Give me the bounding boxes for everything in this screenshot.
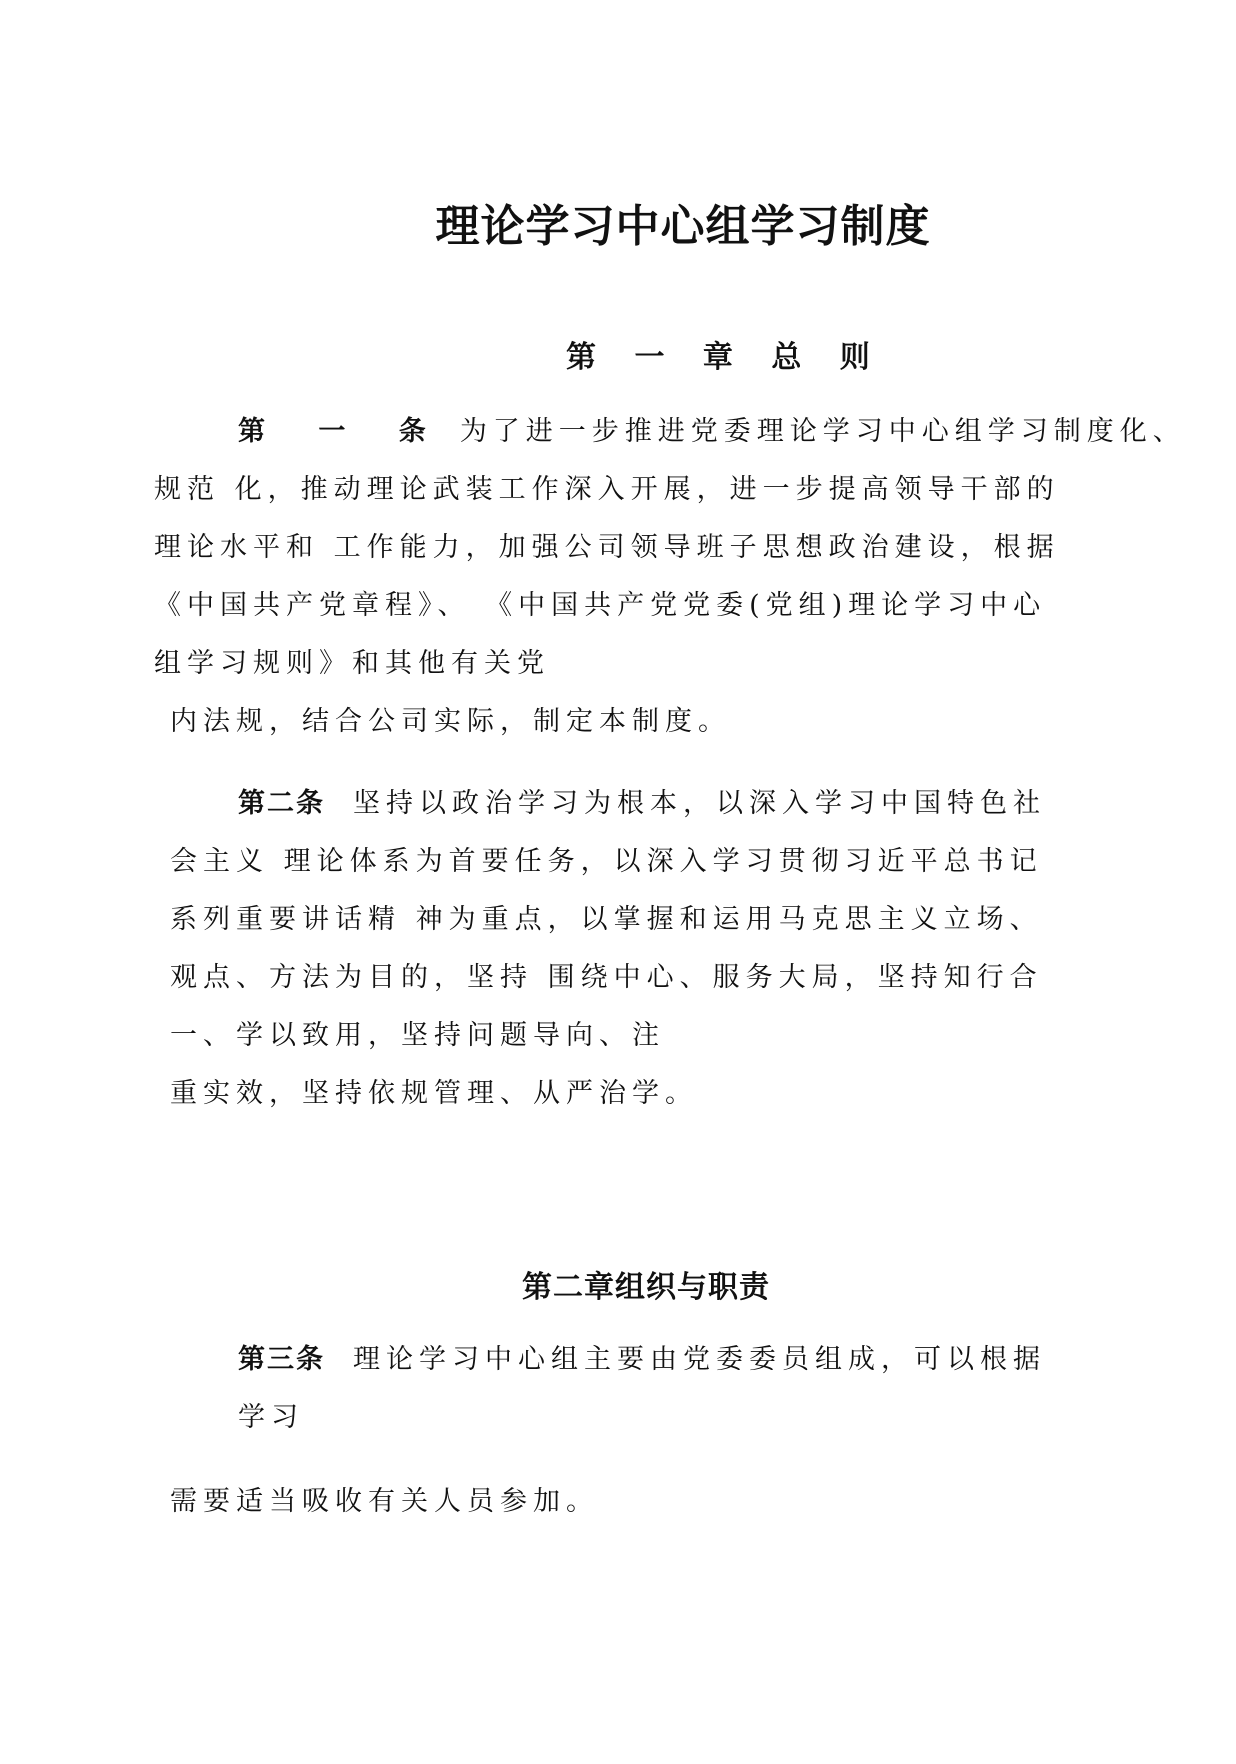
article-text-line: 规范 化，推动理论武装工作深入开展，进一步提高领导干部的 xyxy=(154,474,1060,505)
article-text-line: 观点、方法为目的，坚持 围绕中心、服务大局，坚持知行合 xyxy=(170,962,1043,993)
article-3-label: 第三条 xyxy=(238,1344,325,1375)
article-text-line: 会主义 理论体系为首要任务，以深入学习贯彻习近平总书记 xyxy=(170,846,1043,877)
chapter-1-heading: 第 一 章 总 则 xyxy=(566,340,884,375)
article-text-line: 系列重要讲话精 神为重点，以掌握和运用马克思主义立场、 xyxy=(170,904,1043,935)
article-text-line: 《中国共产党章程》、 《中国共产党党委(党组)理论学习中心 xyxy=(154,590,1047,621)
article-text-line: 内法规，结合公司实际，制定本制度。 xyxy=(170,706,731,737)
article-text-line: 一、学以致用，坚持问题导向、注 xyxy=(170,1020,665,1051)
article-text-line: 学习 xyxy=(238,1402,304,1433)
article-text-line: 为了进一步推进党委理论学习中心组学习制度化、 xyxy=(459,416,1186,447)
article-text-line: 需要适当吸收有关人员参加。 xyxy=(170,1486,599,1517)
document-title: 理论学习中心组学习制度 xyxy=(435,201,931,252)
article-text-line: 坚持以政治学习为根本，以深入学习中国特色社 xyxy=(353,788,1046,819)
chapter-2-heading: 第二章组织与职责 xyxy=(522,1270,770,1305)
article-2-label: 第二条 xyxy=(238,788,325,819)
article-text-line: 理论水平和 工作能力，加强公司领导班子思想政治建设，根据 xyxy=(154,532,1060,563)
article-text-line: 组学习规则》和其他有关党 xyxy=(154,648,550,679)
article-3-first-line xyxy=(238,1344,1046,1376)
article-2-first-line xyxy=(238,788,1046,820)
article-text-line: 理论学习中心组主要由党委委员组成，可以根据 xyxy=(353,1344,1046,1375)
article-1-label: 第 一 条 xyxy=(238,416,448,447)
article-text-line: 重实效，坚持依规管理、从严治学。 xyxy=(170,1078,698,1109)
article-1-first-line xyxy=(238,416,1186,448)
